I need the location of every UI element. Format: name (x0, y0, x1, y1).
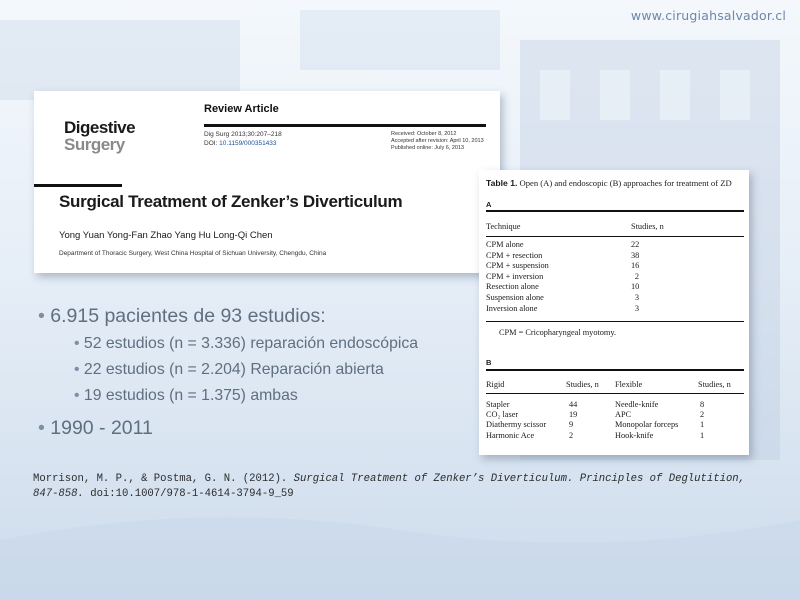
table-caption (486, 178, 744, 188)
table-a-studies-cell: 10 (631, 282, 640, 292)
table-b-rigid-studies-cell: 9 (569, 420, 574, 430)
table-a-technique-cell: Inversion alone (486, 303, 538, 313)
section-b-label: B (486, 358, 492, 367)
citation-line: Dig Surg 2013;30:207–218 (204, 131, 282, 138)
journal-logo-line1: Digestive (64, 118, 136, 137)
sub-bullet-open-text: 22 estudios (n = 2.204) Reparación abierta (83, 361, 384, 378)
table-b-flexible-studies-cell: 1 (700, 420, 705, 430)
table-b-rigid-studies-cell: 44 (569, 400, 578, 409)
citation-doi: doi:10.1007/978-1-4614-3794-9_59 (83, 488, 294, 500)
section-a-label: A (486, 200, 492, 209)
table-rule (486, 321, 744, 322)
table-b-rigid-cell: Harmonic Ace (486, 430, 535, 440)
article-header-card (34, 91, 500, 273)
table-b-flexible-studies-cell: 1 (700, 430, 705, 440)
citation-title: Surgical Treatment of Zenker’s Diverticulum. Principles of Deglutition, 847-858. (33, 473, 746, 500)
table-b-flexible-studies-cell: 8 (700, 400, 705, 409)
sub-bullet-endoscopic-text: 52 estudios (n = 3.336) reparación endoscópica (83, 335, 419, 352)
title-rule (34, 184, 122, 187)
table-a-technique-cell: Resection alone (486, 282, 539, 292)
table-a-technique-cell: CPM + resection (486, 250, 543, 260)
accepted-date: Accepted after revision: April 10, 2013 (391, 138, 484, 144)
received-date: Received: October 8, 2012 (391, 131, 457, 137)
table-a-studies-cell: 3 (634, 303, 639, 313)
table-header-flexible: Flexible (615, 380, 643, 389)
table-a-studies-cell: 2 (634, 271, 639, 281)
sub-bullet-both-text: 19 estudios (n = 1.375) ambas (83, 387, 298, 404)
table-b-flexible-cell: APC (615, 410, 632, 420)
article-type-label: Review Article (204, 103, 279, 115)
table-b-flexible-studies-cell: 2 (700, 410, 705, 420)
table-a-technique-cell: CPM + suspension (486, 261, 549, 271)
article-affiliation: Department of Thoracic Surgery, West China Hospital of Sichuan University, Chengdu, China (59, 250, 327, 257)
article-dates (391, 131, 484, 152)
table-header-rigid: Rigid (486, 380, 505, 389)
table-b-flexible-cell: Hook-knife (615, 430, 654, 440)
sub-bullet-endoscopic: • 52 estudios (n = 3.336) reparación endoscópica (74, 335, 419, 352)
table-rule (486, 210, 744, 212)
table-caption-prefix: Table 1. (486, 178, 518, 188)
table-a-technique-cell: CPM + inversion (486, 271, 544, 281)
doi-prefix: DOI: (204, 139, 220, 147)
table-a-studies-cell: 16 (631, 261, 640, 271)
table-a-studies-cell: 3 (634, 293, 639, 302)
article-meta (204, 131, 282, 148)
table-b-flexible-cell: Monopolar forceps (615, 420, 679, 430)
published-date: Published online: July 6, 2013 (391, 145, 465, 151)
table-rule (486, 393, 744, 394)
table-header-studies-rigid: Studies, n (566, 380, 599, 389)
table-footnote: CPM = Cricopharyngeal myotomy. (499, 328, 617, 337)
table-a-technique-cell: CPM alone (486, 240, 524, 249)
doi-line (204, 140, 282, 149)
table-header-studies-flexible: Studies, n (698, 380, 731, 389)
sub-bullet-open: • 22 estudios (n = 2.204) Reparación abierta (74, 361, 384, 378)
table-a-studies-cell: 22 (631, 240, 640, 249)
table-rule (486, 236, 744, 237)
bullet-patients: • 6.915 pacientes de 93 estudios: (38, 305, 326, 327)
website-url: www.cirugiahsalvador.cl (630, 8, 786, 23)
table-caption-text: Open (A) and endoscopic (B) approaches for treatment of ZD (517, 178, 732, 188)
citation-authors: Morrison, M. P., & Postma, G. N. (2012). (33, 473, 294, 485)
table-header-studies: Studies, n (631, 222, 664, 231)
table-b-rigid-studies-cell: 2 (569, 430, 574, 440)
table-a-studies-cell: 38 (631, 250, 640, 260)
doi-link[interactable]: 10.1159/000351433 (219, 139, 277, 147)
table-b-rigid-studies-cell: 19 (569, 410, 578, 420)
table-b-rigid-cell: Diathermy scissor (486, 420, 547, 430)
table-a-technique-cell: Suspension alone (486, 293, 544, 302)
bullet-years-text: 1990 - 2011 (50, 417, 153, 439)
table-header-technique: Technique (486, 222, 521, 231)
table-b-rigid-cell: Stapler (486, 400, 510, 409)
article-authors: Yong Yuan Yong-Fan Zhao Yang Hu Long-Qi Chen (59, 230, 273, 241)
journal-logo (64, 119, 135, 153)
journal-logo-line2: Surgery (64, 135, 125, 154)
bullet-years: • 1990 - 2011 (38, 417, 153, 439)
table-b-rigid-cell: CO₂ laser (486, 410, 519, 420)
sub-bullet-both: • 19 estudios (n = 1.375) ambas (74, 387, 298, 404)
reference-citation (33, 472, 753, 502)
bullet-patients-text: 6.915 pacientes de 93 estudios: (50, 305, 326, 327)
table-rule (486, 369, 744, 371)
table-card (479, 170, 749, 455)
header-rule (204, 124, 486, 127)
table-b-flexible-cell: Needle-knife (615, 400, 659, 409)
article-title: Surgical Treatment of Zenker’s Diverticulum (59, 192, 403, 211)
